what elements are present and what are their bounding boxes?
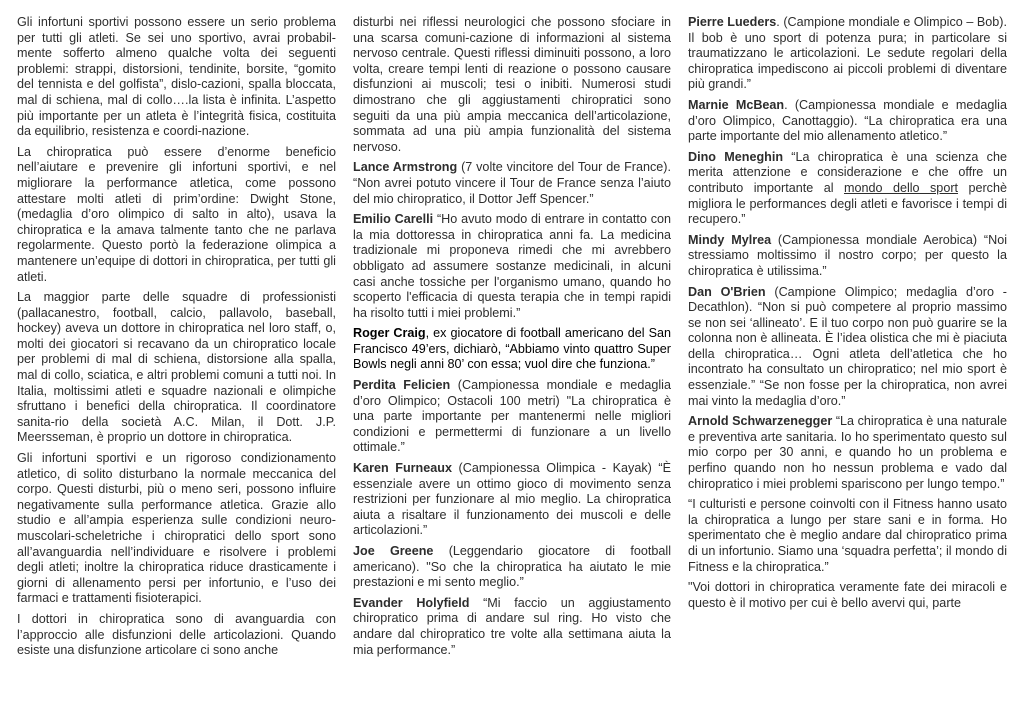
testimonial-text: “Mi faccio un aggiustamento chiropratico prima di andare sul ring. Ho visto che andare dal chiropratico tre volte alla settimana aiuta la mia performance.” xyxy=(353,595,671,657)
testimonial-greene xyxy=(353,544,671,591)
testimonial-schwarzenegger xyxy=(688,414,1007,492)
testimonial-furneaux xyxy=(353,461,671,539)
testimonial-text: . (Campionessa mondiale e medaglia d’oro Olimpico, Canottaggio). “La chiropratica era una parte importante del mio allenamento atletico.” xyxy=(688,97,1007,144)
athlete-name: Arnold Schwarzenegger xyxy=(688,414,833,429)
testimonial-text: “La chiropratica è una naturale e preventiva arte sanitaria. Io ho sperimentato questo sul mio corpo per 30 anni, e quando ho un problema e perfino quando non ho nessun problema e vado dal chiropratico i miei problemi spariscono per lungo tempo.” xyxy=(688,414,1007,491)
testimonial-text: “Ho avuto modo di entrare in contatto con la mia dottoressa in chiropratica anni fa. La medicina tradizionale mi proponeva rimedi che mi avrebbero obbligato ad assumere sostanze medicinali, in alcuni casi anche tossiche per l'organismo umano, quando ho scoperto l'efficacia di questa terapia che in tempi rapidi ha risolto tutti i miei problemi.” xyxy=(353,212,671,320)
paragraph-miracles: "Voi dottori in chiropratica veramente fate dei miracoli e questo è il motivo per cui è bello avervi qui, parte xyxy=(688,580,1007,610)
testimonial-text: (Campionessa mondiale Aerobica) “Noi stressiamo moltissimo il nostro corpo; per questo la chiropratica è utilissima.” xyxy=(688,232,1007,278)
testimonial-text: . (Campione mondiale e Olimpico – Bob). Il bob è uno sport di potenza pura; in particolare si traumatizzano le articolazioni. Le sedute regolari della chiropratica impediscono ai piccoli problemi di diventare più grandi.” xyxy=(688,15,1007,92)
text-column-3 xyxy=(688,15,1007,715)
athlete-name: Evander Holyfield xyxy=(353,595,470,610)
paragraph-professional-teams: La maggior parte delle squadre di professionisti (pallacanestro, football, calcio, pallavolo, baseball, hockey) aveva un dottore in chiropratica nel loro staff, o, molti dei giocatori si recavano da un chiropratico locale per problemi di mal di schiena, distorsione alla spalla, mal di collo, sciatica, e altri problemi comuni a tutti noi. In Italia, moltissimi atleti e squadre nazionali e olimpiche sfruttano i benefici della chiropratica. Il coordinatore sanita-rio della società A.C. Milan, il Dott. J.P. Meersseman, è proprio un dottore in chiropratica. xyxy=(17,290,336,445)
testimonial-text: , ex giocatore di football americano del San Francisco 49’ers, dichiarò, “Abbiamo vinto quattro Super Bowls negli anni 80’ con essa; vuol dire che funziona.” xyxy=(353,326,671,372)
athlete-name: Joe Greene xyxy=(353,544,434,558)
athlete-name: Dino Meneghin xyxy=(688,149,784,164)
athlete-name: Perdita Felicien xyxy=(353,378,451,393)
testimonial-lueders xyxy=(688,15,1007,93)
testimonial-text: (7 volte vincitore del Tour de France). “Non avrei potuto vincere il Tour de France senza l’aiuto del mio chiropratico, il Dottor Jeff Spencer.” xyxy=(353,160,671,206)
testimonial-text: (Campionessa mondiale e medaglia d’oro Olimpico; Ostacoli 100 metri) "La chiropratica è una parte importante per mantenermi nelle migliori condizioni e permettermi di funzionare a un livello ottimale.” xyxy=(353,378,671,455)
testimonial-felicien xyxy=(353,378,671,456)
text-column-1 xyxy=(17,15,336,715)
paragraph-fitness: “I culturisti e persone coinvolti con il Fitness hanno usato la chiropratica a lungo per stare sani e in forma. Ho sperimentato che è meglio andare dal chiropratico prima di un infortunio. Siamo una ‘squadra perfetta’; il mondo di Fitness e la chiropratica.” xyxy=(688,497,1007,574)
testimonial-text: (Campionessa Olimpica - Kayak) “È essenziale avere un ottimo gioco di movimento senza restrizioni per funzionare al mio meglio. La chiropratica aiuta a risaltare il funzionamento dei muscoli e delle articolazioni.” xyxy=(353,461,671,538)
paragraph-chiropractic-benefit: La chiropratica può essere d’enorme beneficio nell’aiutare e prevenire gli infortuni sportivi, e nel migliorare la performance atletica, come possono attestare molti atleti di prim’ordine: Dwight Stone, (medaglia d’oro olimpico di salto in alto), usava la chiropratica e la amava talmente tanto che ne parlava regolarmente. Questo portò la federazione olimpica a mantenere un’equipe di dottori in chiropratica, per tutti gli atleti. xyxy=(17,144,336,284)
paragraph-sports-injuries: Gli infortuni sportivi possono essere un serio problema per tutti gli atleti. Se sei uno sportivo, avrai probabil-mente sofferto almeno qualche volta dei seguenti problemi: strappi, distorsioni, tendinite, borsite, “gomito del tennista e del golfista”, dislo-cazioni, spalla bloccata, mal di schiena, mal di collo….la lista è infinita. L’aspetto più importante per un atleta è l’integrità fisica, costituita da equilibrio, resistenza e coordi-nazione. xyxy=(17,15,336,139)
testimonial-text: “La chiropratica è una scienza che merita attenzione e considerazione e che offre un contributo importante al xyxy=(688,149,1007,195)
athlete-name: Karen Furneaux xyxy=(353,461,452,476)
testimonial-text: (Campione Olimpico; medaglia d’oro - Decathlon). “Non si può competere al proprio massimo se non sei ‘allineato’. E il tuo corpo non può guarire se la colonna non è allineata. È l’idea olistica che mi è piaciuta della chiropratica… Ogni atleta dell’atletica che ho incontrato ha consultato un chiropratico; nel mio sport è essenziale.” “Se non fosse per la chiropratica, non avrei mai vinto la medaglia d’oro.” xyxy=(688,284,1007,408)
paragraph-joint-dysfunction: I dottori in chiropratica sono di avanguardia con l’approccio alle disfunzioni delle articolazioni. Quando esiste una disfunzione articolare ci sono anche xyxy=(17,611,336,658)
athlete-name: Emilio Carelli xyxy=(353,212,434,227)
testimonial-armstrong xyxy=(353,160,671,207)
testimonial-text: (Leggendario giocatore di football americano). "So che la chiropratica ha aiutato le mie prestazioni e mi sento meglio.” xyxy=(353,544,671,590)
athlete-name: Lance Armstrong xyxy=(353,160,458,175)
testimonial-obrien xyxy=(688,285,1007,410)
paragraph-neurological-reflexes: disturbi nei riflessi neurologici che possono sfociare in una scarsa comuni-cazione di informazioni al sistema nervoso centrale. Questi riflessi diminuiti possono, a loro volta, creare tempi lenti di reazione o possono causare disfunzioni ai muscoli; tesi o inibiti. Numerosi studi dimostrano che gli aggiustamenti chiropratici sono seguiti da una più ampia meccanica dell’articolazione, sommata ad una più ampia funzionalità del sistema nervoso. xyxy=(353,15,671,154)
athlete-name: Pierre Lueders xyxy=(688,15,777,29)
testimonial-craig xyxy=(353,326,671,373)
text-column-2 xyxy=(353,15,671,715)
sports-world-link[interactable]: mondo dello sport xyxy=(843,180,959,195)
testimonial-text: perchè migliora le performances degli atleti e favorisce i tempi di recupero.” xyxy=(688,180,1007,227)
athlete-name: Dan O'Brien xyxy=(688,284,766,299)
paragraph-body-mechanics: Gli infortuni sportivi e un rigoroso condizionamento atletico, di solito disturbano la normale meccanica del corpo. Questi disturbi, più o meno seri, possono influire negativamente sulla performance atletica. Grazie allo studio e all’ampia esperienza sulle condizioni neuro-muscolari-scheletriche i chiropratici dello sport sono all’avanguardia nell’individuare e risolvere i problemi degli atleti; inoltre la chiropratica riduce drasticamente i giorni di allenamento persi per infortunio, e l’uso dei farmaci e trattamenti fisioterapici. xyxy=(17,451,336,606)
testimonial-carelli xyxy=(353,212,671,321)
athlete-name: Marnie McBean xyxy=(688,97,785,112)
testimonial-mcbean xyxy=(688,98,1007,145)
testimonial-mylrea xyxy=(688,233,1007,280)
testimonial-meneghin xyxy=(688,150,1007,228)
athlete-name: Mindy Mylrea xyxy=(688,232,772,247)
testimonial-holyfield xyxy=(353,596,671,658)
athlete-name: Roger Craig xyxy=(353,326,426,341)
